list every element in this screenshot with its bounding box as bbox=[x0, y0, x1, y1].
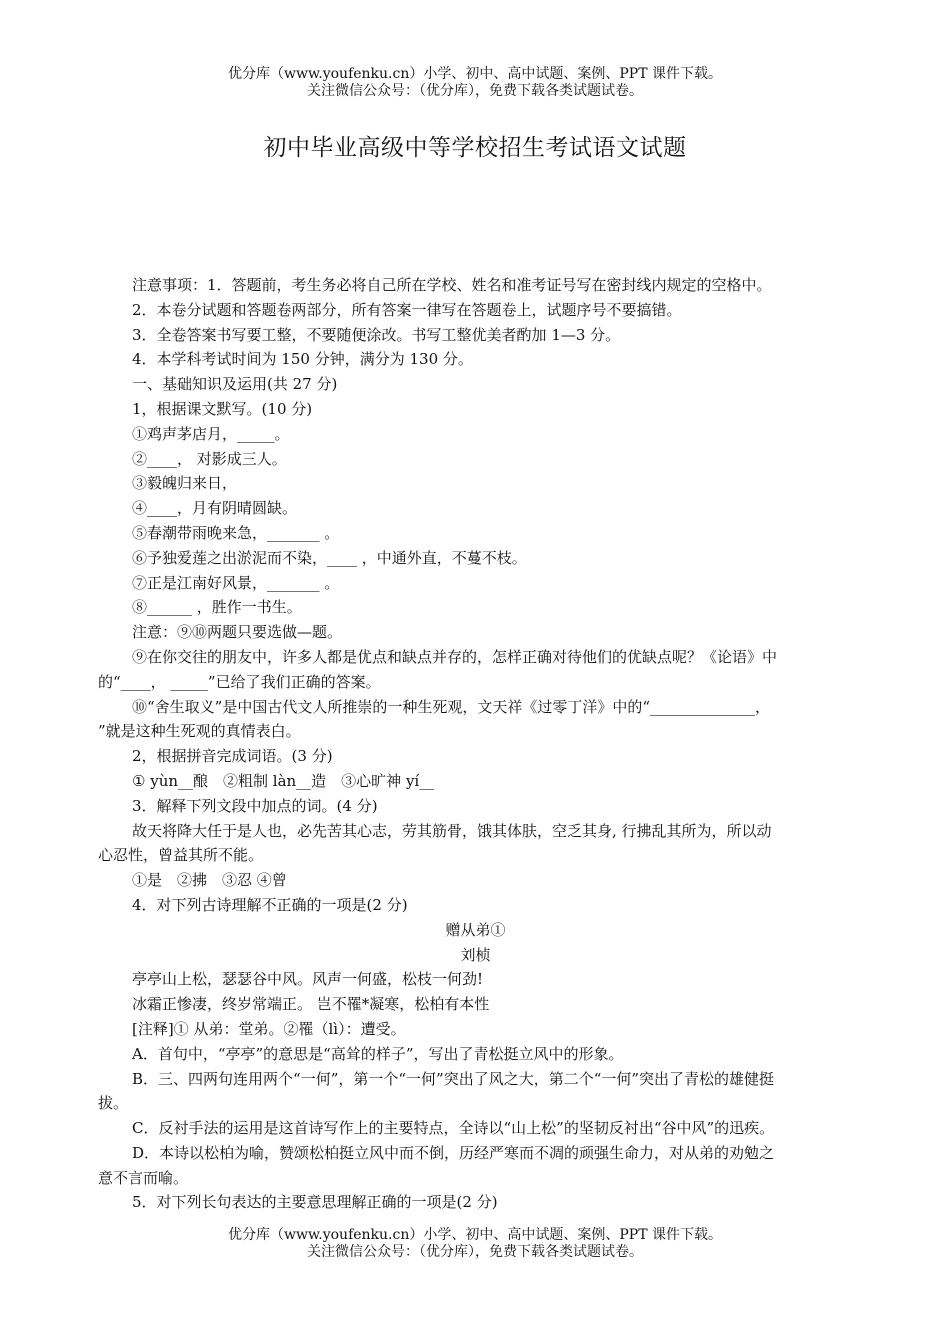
poem-title: 赠从弟① bbox=[445, 920, 506, 939]
q2-heading: 2，根据拼音完成词语。(3 分) bbox=[132, 747, 333, 766]
q2-items: ① yùn__酿 ②粗制 làn__造 ③心旷神 yí__ bbox=[132, 771, 435, 790]
footer-line-1: 优分库（www.youfenku.cn）小学、初中、高中试题、案例、PPT 课件下载。 bbox=[227, 1227, 722, 1243]
q4-heading: 4．对下列古诗理解不正确的一项是(2 分) bbox=[132, 895, 408, 914]
q4-option-d-line-1: D．本诗以松柏为喻，赞颂松柏挺立风中而不倒，历经严寒而不凋的顽强生命力，对从弟的劝勉之 bbox=[132, 1143, 775, 1162]
note-line-4: 4．本学科考试时间为 150 分钟，满分为 130 分。 bbox=[132, 350, 473, 369]
q9-line-1: ⑨在你交往的朋友中，许多人都是优点和缺点并存的，怎样正确对待他们的优缺点呢？《论语》中 bbox=[132, 647, 778, 666]
q1-choice-note: 注意：⑨⑩两题只要选做—题。 bbox=[132, 623, 343, 642]
q10-line-1: ⑩“舍生取义”是中国古代文人所推崇的一种生死观，文天祥《过零丁洋》中的“______________， bbox=[132, 697, 771, 716]
poem-author: 刘桢 bbox=[460, 945, 491, 964]
q10-line-2: ”就是这种生死观的真情表白。 bbox=[98, 722, 301, 741]
q4-option-b-line-2: 拔。 bbox=[98, 1094, 129, 1113]
page-header bbox=[0, 66, 950, 100]
q1-item-3: ③毅魄归来日， bbox=[132, 474, 238, 493]
q3-passage-line-2: 心忍性，曾益其所不能。 bbox=[98, 846, 264, 865]
q4-option-b-line-1: B．三、四两句连用两个“一何”，第一个“一何”突出了风之大，第二个“一何”突出了青松的雄健挺 bbox=[132, 1069, 775, 1088]
q1-item-1: ①鸡声茅店月，_____。 bbox=[132, 424, 290, 443]
document-body bbox=[98, 273, 853, 1215]
header-line-2: 关注微信公众号：（优分库），免费下载各类试题试卷。 bbox=[307, 83, 643, 99]
note-line-3: 3．全卷答案书写要工整，不要随便涂改。书写工整优美者酌加 1—3 分。 bbox=[132, 325, 621, 344]
q1-heading: 1，根据课文默写。(10 分) bbox=[132, 399, 313, 418]
q1-item-2: ②____， 对影成三人。 bbox=[132, 449, 287, 468]
poem-line-2: 冰霜正惨凄，终岁常端正。 岂不罹*凝寒，松柏有本性 bbox=[132, 995, 490, 1014]
q4-option-a: A．首句中，“亭亭”的意思是“高耸的样子”，写出了青松挺立风中的形象。 bbox=[132, 1044, 624, 1063]
q1-item-7: ⑦正是江南好风景，_______ 。 bbox=[132, 573, 340, 592]
note-line-2: 2．本卷分试题和答题卷两部分，所有答案一律写在答题卷上，试题序号不要搞错。 bbox=[132, 300, 682, 319]
q1-item-8: ⑧______ ，胜作一书生。 bbox=[132, 598, 302, 617]
note-line-1: 注意事项：1．答题前，考生务必将自己所在学校、姓名和准考证号写在密封线内规定的空格中。 bbox=[132, 276, 772, 294]
q1-item-4: ④____，月有阴晴圆缺。 bbox=[132, 499, 298, 518]
q1-item-6: ⑥予独爱莲之出淤泥而不染，____ ，中通外直，不蔓不枝。 bbox=[132, 548, 527, 567]
q3-heading: 3．解释下列文段中加点的词。(4 分) bbox=[132, 796, 378, 815]
page-footer bbox=[0, 1227, 950, 1261]
poem-annotation: [注释]① 从弟：堂弟。②罹（lì）：遭受。 bbox=[132, 1019, 406, 1038]
section-heading: 一、基础知识及运用(共 27 分) bbox=[132, 375, 338, 394]
q4-option-d-line-2: 意不言而喻。 bbox=[98, 1168, 189, 1187]
header-line-1: 优分库（www.youfenku.cn）小学、初中、高中试题、案例、PPT 课件下载。 bbox=[227, 66, 722, 82]
q5-heading: 5．对下列长句表达的主要意思理解正确的一项是(2 分) bbox=[132, 1193, 498, 1212]
q3-passage-line-1: 故天将降大任于是人也，必先苦其心志，劳其筋骨，饿其体肤，空乏其身, 行拂乱其所为，所以动 bbox=[132, 821, 772, 840]
q4-option-c: C．反衬手法的运用是这首诗写作上的主要特点，全诗以“山上松”的坚韧反衬出“谷中风”的迅疾。 bbox=[132, 1119, 775, 1138]
q1-item-5: ⑤春潮带雨晚来急，_______ 。 bbox=[132, 523, 340, 542]
q3-items: ①是 ②拂 ③忍 ④曾 bbox=[132, 871, 287, 890]
poem-line-1: 亭亭山上松，瑟瑟谷中风。风声一何盛，松枝一何劲! bbox=[132, 970, 484, 989]
q9-line-2: 的“____， _____”已给了我们正确的答案。 bbox=[98, 672, 381, 691]
footer-line-2: 关注微信公众号：（优分库），免费下载各类试题试卷。 bbox=[307, 1244, 643, 1260]
page-title: 初中毕业高级中等学校招生考试语文试题 bbox=[263, 135, 687, 161]
